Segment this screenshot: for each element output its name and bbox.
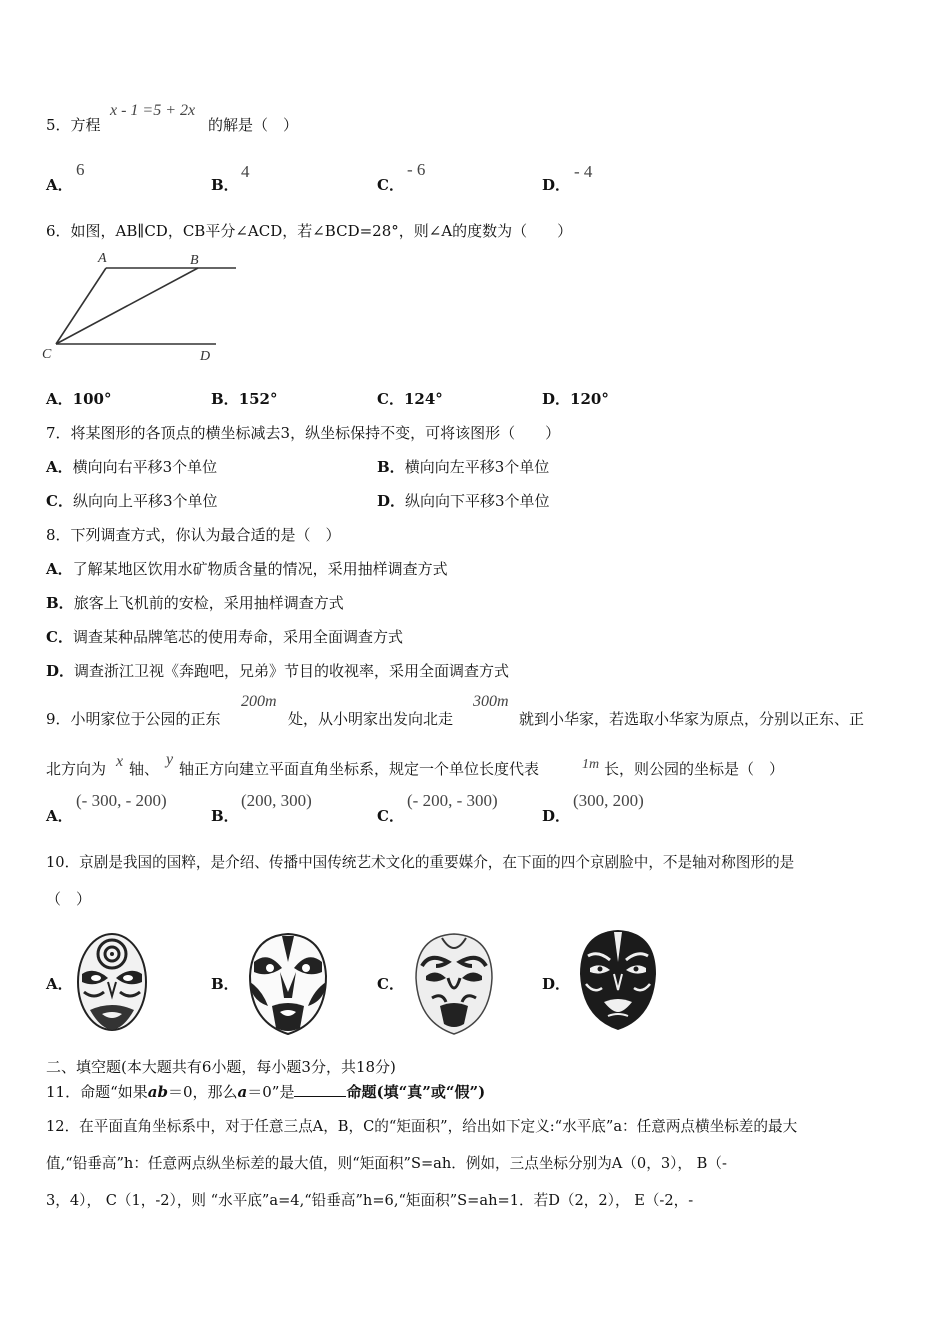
q12-line2: 值,“铅垂高”h：任意两点纵坐标差的最大值，则“矩面积”S=ah．例如，三点坐标分别为A（0，3）， B（- xyxy=(46,1155,727,1172)
q10-option-a-letter: A． xyxy=(46,975,73,993)
q7-option-b: B．横向向左平移3个单位 xyxy=(377,458,550,476)
q10-option-c-letter: C． xyxy=(377,975,404,993)
q5-option-a-letter: A． xyxy=(46,176,73,194)
q11-stem: 11．命题“如果ab＝0，那么a＝0”是 命题(填“真”或“假”) xyxy=(46,1083,486,1101)
q9-line2-c: 轴正方向建立平面直角坐标系，规定一个单位长度代表 xyxy=(179,760,540,778)
q11-answer-blank[interactable] xyxy=(294,1083,346,1097)
q9-line2-d: 长，则公园的坐标是（ ） xyxy=(604,760,785,778)
q5-option-c-letter: C． xyxy=(377,176,404,194)
q5-option-c-value: - 6 xyxy=(407,160,426,179)
q9-option-b-letter: B． xyxy=(211,807,239,825)
q10-option-d-letter: D． xyxy=(542,975,571,993)
q5-number-text: 5．方程 xyxy=(46,116,101,134)
q7-option-c: C．纵向向上平移3个单位 xyxy=(46,492,218,510)
q8-stem: 8．下列调查方式，你认为最合适的是（ ） xyxy=(46,526,341,544)
q10-stem-line2: （ ） xyxy=(46,890,92,908)
q9-option-b-value: (200, 300) xyxy=(241,791,312,810)
q9-option-a-value: (- 300, - 200) xyxy=(76,791,167,810)
q5-option-b-letter: B． xyxy=(211,176,239,194)
q9-line1-a: 9．小明家位于公园的正东 xyxy=(46,710,221,728)
opera-mask-c-image xyxy=(412,932,496,1036)
q5-equation: x - 1 =5 + 2x xyxy=(110,102,196,119)
q8-option-b: B．旅客上飞机前的安检，采用抽样调查方式 xyxy=(46,594,344,612)
q9-x-symbol: x xyxy=(116,753,124,770)
q8-option-c: C．调查某种品牌笔芯的使用寿命，采用全面调查方式 xyxy=(46,628,403,646)
opera-mask-a-image xyxy=(74,930,150,1034)
q9-line1-c: 就到小华家，若选取小华家为原点，分别以正东、正 xyxy=(519,710,865,728)
q10-stem-line1: 10．京剧是我国的国粹，是介绍、传播中国传统艺术文化的重要媒介，在下面的四个京剧脸中，不是轴对称图形的是 xyxy=(46,854,795,871)
q6-option-a: A．100° xyxy=(46,390,112,408)
q5-option-b-value: 4 xyxy=(241,162,250,181)
q5-option-d-letter: D． xyxy=(542,176,571,194)
q8-option-d: D．调查浙江卫视《奔跑吧，兄弟》节目的收视率，采用全面调查方式 xyxy=(46,662,510,680)
label-b: B xyxy=(190,253,199,268)
q6-geometry-figure xyxy=(40,248,245,364)
opera-mask-b-image xyxy=(246,932,330,1036)
q6-stem: 6．如图，AB∥CD，CB平分∠ACD，若∠BCD=28°，则∠A的度数为（ ） xyxy=(46,222,573,240)
q5-stem xyxy=(46,114,101,135)
q5-option-a-value: 6 xyxy=(76,160,85,179)
section-2-heading: 二、填空题(本大题共有6小题，每小题3分，共18分) xyxy=(46,1058,396,1076)
q5-tail: 的解是（ ） xyxy=(208,116,299,134)
q9-unit-1m: 1m xyxy=(582,757,600,772)
q6-option-b: B．152° xyxy=(211,390,278,408)
q9-option-c-value: (- 200, - 300) xyxy=(407,791,498,810)
q9-distance-200m: 200m xyxy=(241,693,277,710)
q10-option-b-letter: B． xyxy=(211,975,239,993)
q6-option-d: D．120° xyxy=(542,390,609,408)
q7-option-d: D．纵向向下平移3个单位 xyxy=(377,492,550,510)
q9-y-symbol: y xyxy=(166,751,174,768)
label-a: A xyxy=(98,251,107,266)
q9-line2-b: 轴、 xyxy=(129,760,160,778)
q9-line1-b: 处，从小明家出发向北走 xyxy=(288,710,454,728)
q9-option-c-letter: C． xyxy=(377,807,404,825)
q8-option-a: A．了解某地区饮用水矿物质含量的情况，采用抽样调查方式 xyxy=(46,560,448,578)
q12-line1: 12．在平面直角坐标系中，对于任意三点A，B，C的“矩面积”，给出如下定义:“水平底”a：任意两点横坐标差的最大 xyxy=(46,1118,798,1135)
q6-option-c: C．124° xyxy=(377,390,443,408)
q9-option-a-letter: A． xyxy=(46,807,73,825)
q7-stem: 7．将某图形的各顶点的横坐标减去3，纵坐标保持不变，可将该图形（ ） xyxy=(46,424,561,442)
label-c: C xyxy=(42,347,52,362)
label-d: D xyxy=(200,349,211,364)
q7-option-a: A．横向向右平移3个单位 xyxy=(46,458,218,476)
opera-mask-d-image xyxy=(576,928,660,1032)
line-bc xyxy=(56,268,198,344)
q5-option-d-value: - 4 xyxy=(574,162,593,181)
q9-line2-a: 北方向为 xyxy=(46,760,107,778)
q9-option-d-letter: D． xyxy=(542,807,571,825)
line-ac xyxy=(56,268,106,344)
q12-line3: 3，4）， C（1，-2），则 “水平底”a=4,“铅垂高”h=6,“矩面积”S=ah=1．若D（2，2）， E（-2，- xyxy=(46,1192,694,1209)
q9-option-d-value: (300, 200) xyxy=(573,791,644,810)
q9-distance-300m: 300m xyxy=(473,693,509,710)
